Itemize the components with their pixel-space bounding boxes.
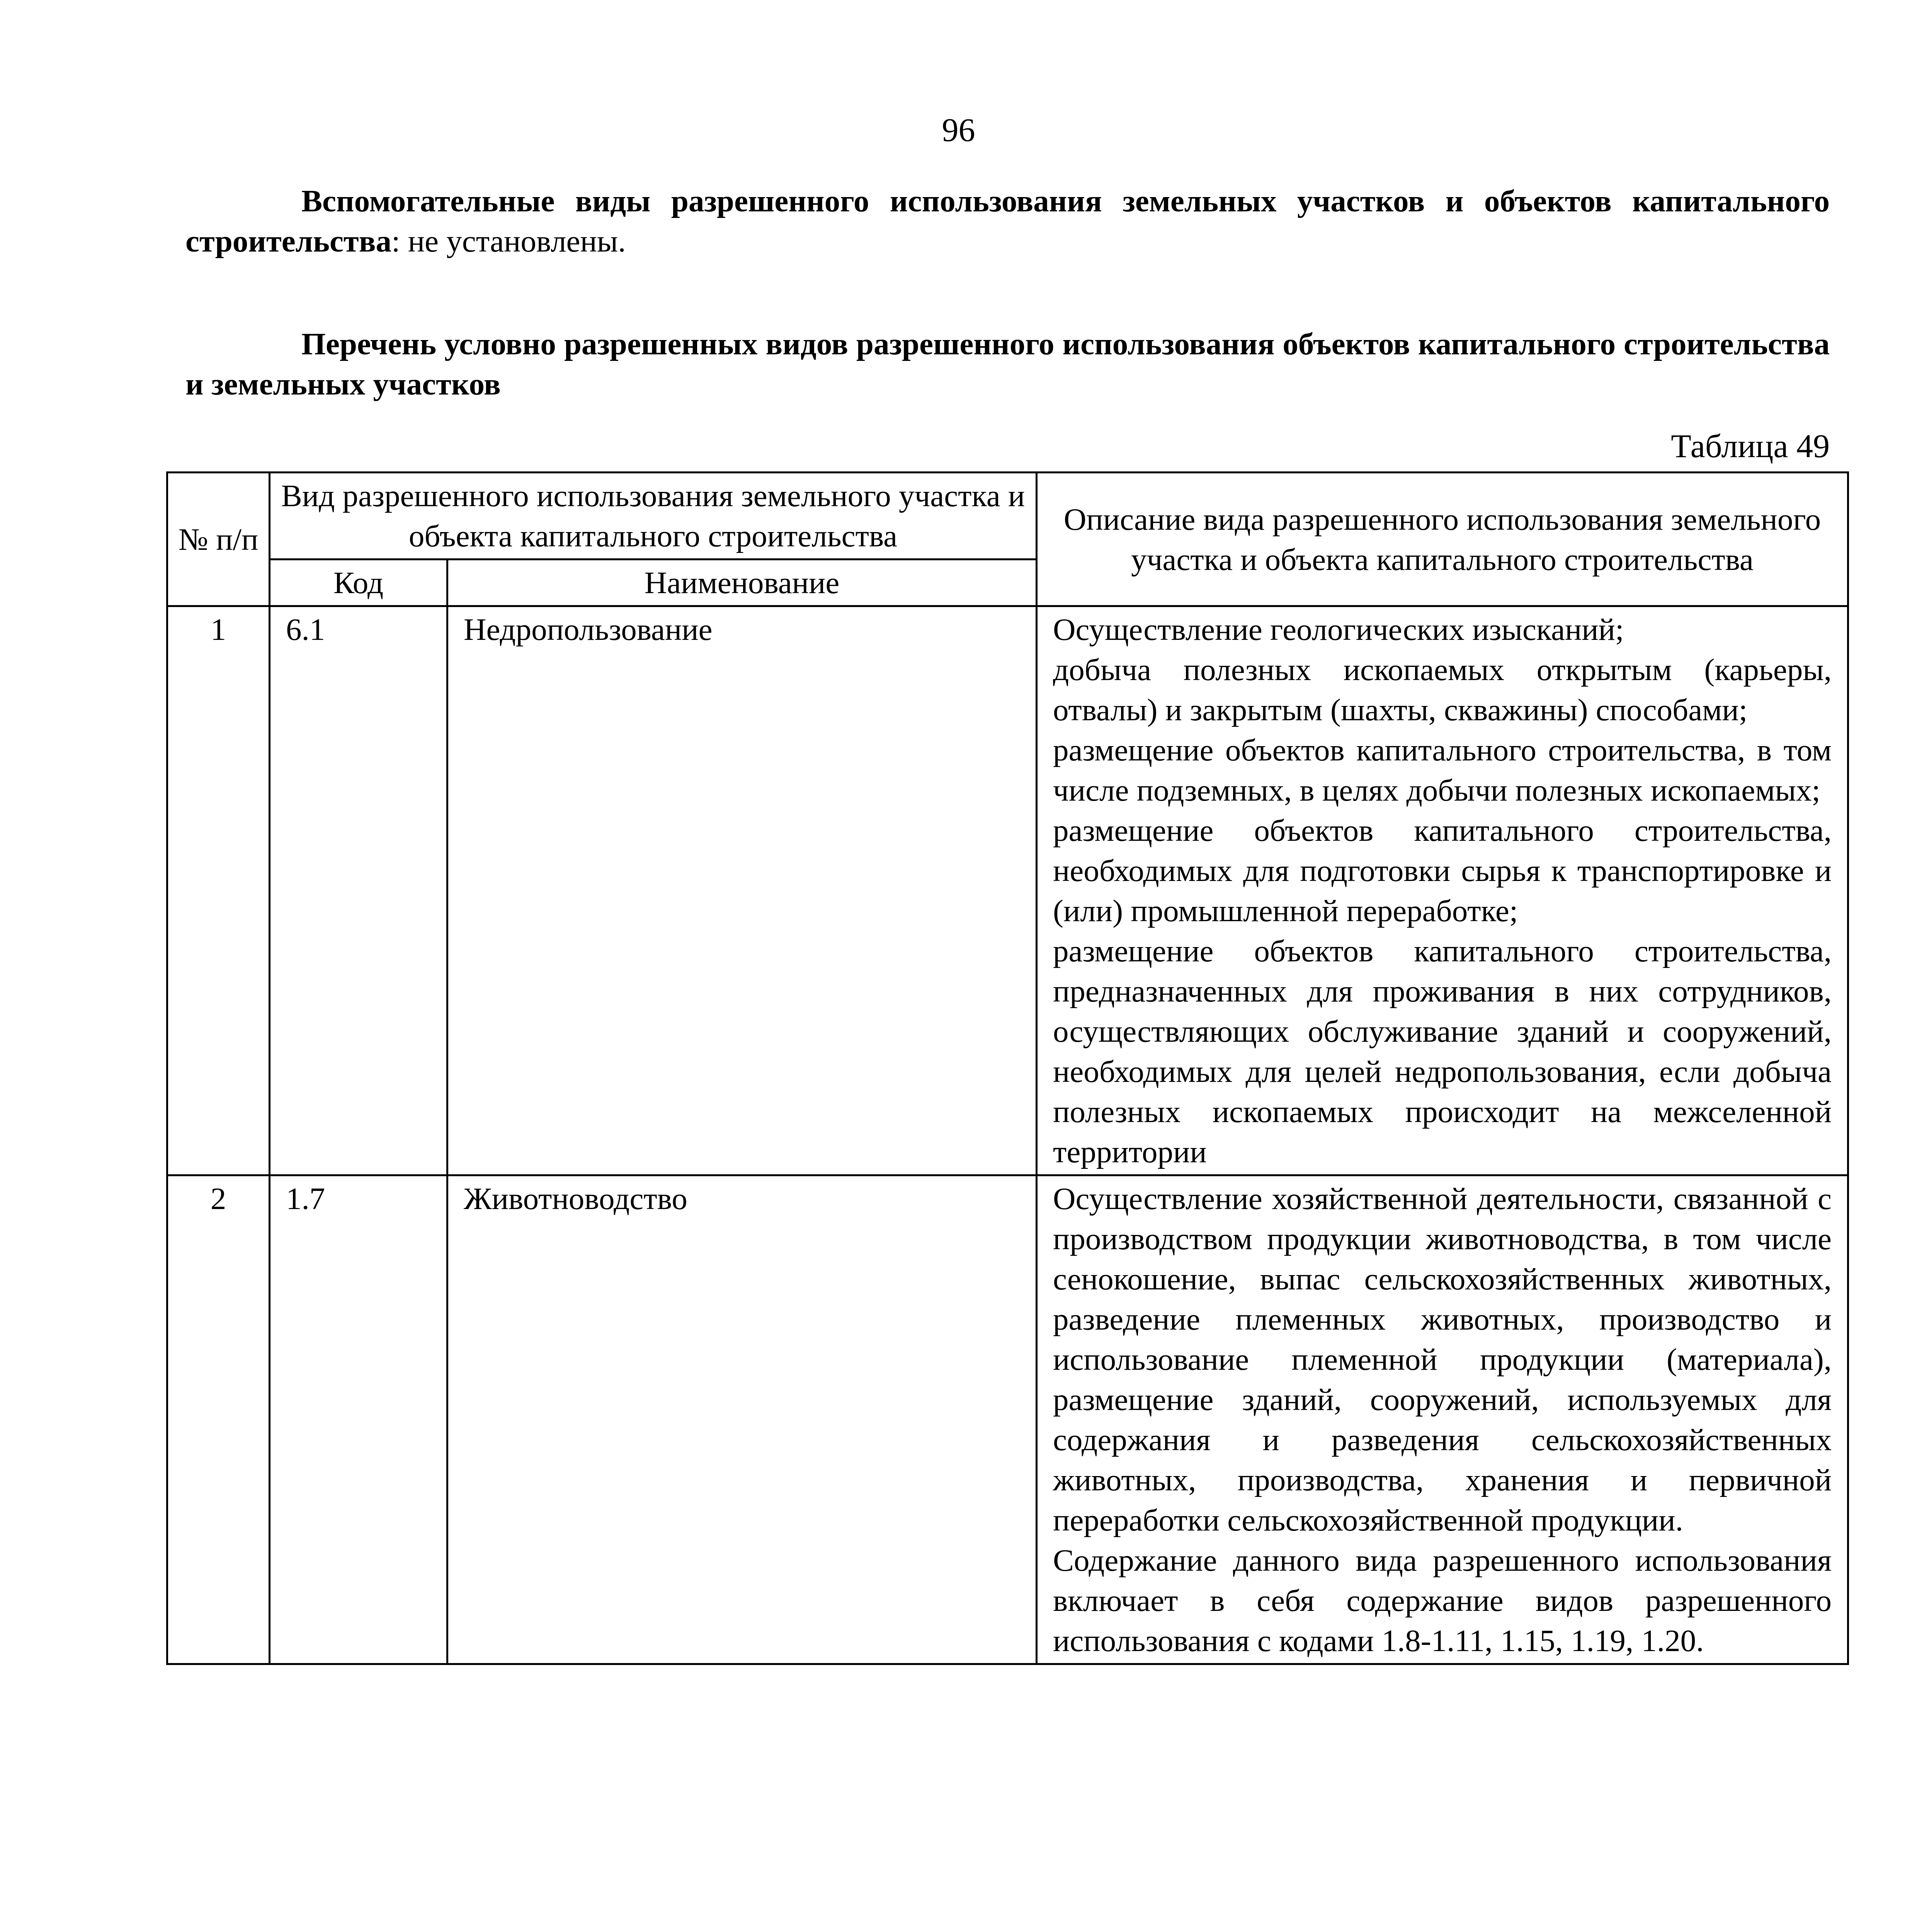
row-code: 6.1: [270, 606, 447, 1175]
description-item: Осуществление геологических изысканий;: [1053, 612, 1624, 647]
header-use-group: Вид разрешенного использования земельного участка и объекта капитального строительства: [270, 473, 1037, 560]
row-code: 1.7: [270, 1175, 447, 1664]
description-item: размещение объектов капитального строительства, в том числе подземных, в целях добычи полезных ископаемых;: [1053, 733, 1832, 808]
row-description: [1037, 606, 1848, 1175]
aux-uses-status: : не установлены.: [391, 224, 626, 259]
table-49: [166, 471, 1849, 1665]
table-row: [167, 1175, 1848, 1664]
row-num: 2: [167, 1175, 270, 1664]
description-item: Осуществление хозяйственной деятельности, связанной с производством продукции животноводства, в том числе сенокошение, выпас сельскохозяйственных животных, разведение племенных животных, производство и использование племенной продукции (материала), размещение зданий, сооружений, используемых для содержания и разведения сельскохозяйственных животных, производства, хранения и первичной переработки сельскохозяйственной продукции.: [1053, 1181, 1832, 1537]
description-item: размещение объектов капитального строительства, предназначенных для проживания в них сотрудников, осуществляющих обслуживание зданий и сооружений, необходимых для целей недропользования, если добыча полезных ископаемых происходит на межселенной территории: [1053, 934, 1832, 1169]
description-item: размещение объектов капитального строительства, необходимых для подготовки сырья к транспортировке и (или) промышленной переработке;: [1053, 813, 1832, 928]
header-code: Код: [270, 560, 447, 606]
aux-uses-title: Вспомогательные виды разрешенного использования земельных участков и объектов капитального строительства: [185, 184, 1830, 259]
table-row: [167, 606, 1848, 1175]
conditional-uses-heading: Перечень условно разрешенных видов разрешенного использования объектов капитального строительства и земельных участков: [185, 327, 1830, 401]
row-description: [1037, 1175, 1848, 1664]
description-item: добыча полезных ископаемых открытым (карьеры, отвалы) и закрытым (шахты, скважины) способами;: [1053, 652, 1832, 727]
aux-uses-paragraph: [185, 181, 1830, 261]
table-49-caption: Таблица 49: [1671, 427, 1830, 464]
row-name: Животноводство: [447, 1175, 1037, 1664]
header-num: № п/п: [167, 473, 270, 606]
row-name: Недропользование: [447, 606, 1037, 1175]
description-item: Содержание данного вида разрешенного использования включает в себя содержание видов разрешенного использования с кодами 1.8-1.11, 1.15, 1.19, 1.20.: [1053, 1543, 1832, 1658]
header-description: Описание вида разрешенного использования земельного участка и объекта капитального строительства: [1037, 473, 1848, 606]
header-name: Наименование: [447, 560, 1037, 606]
page-number: 96: [942, 111, 975, 148]
row-num: 1: [167, 606, 270, 1175]
